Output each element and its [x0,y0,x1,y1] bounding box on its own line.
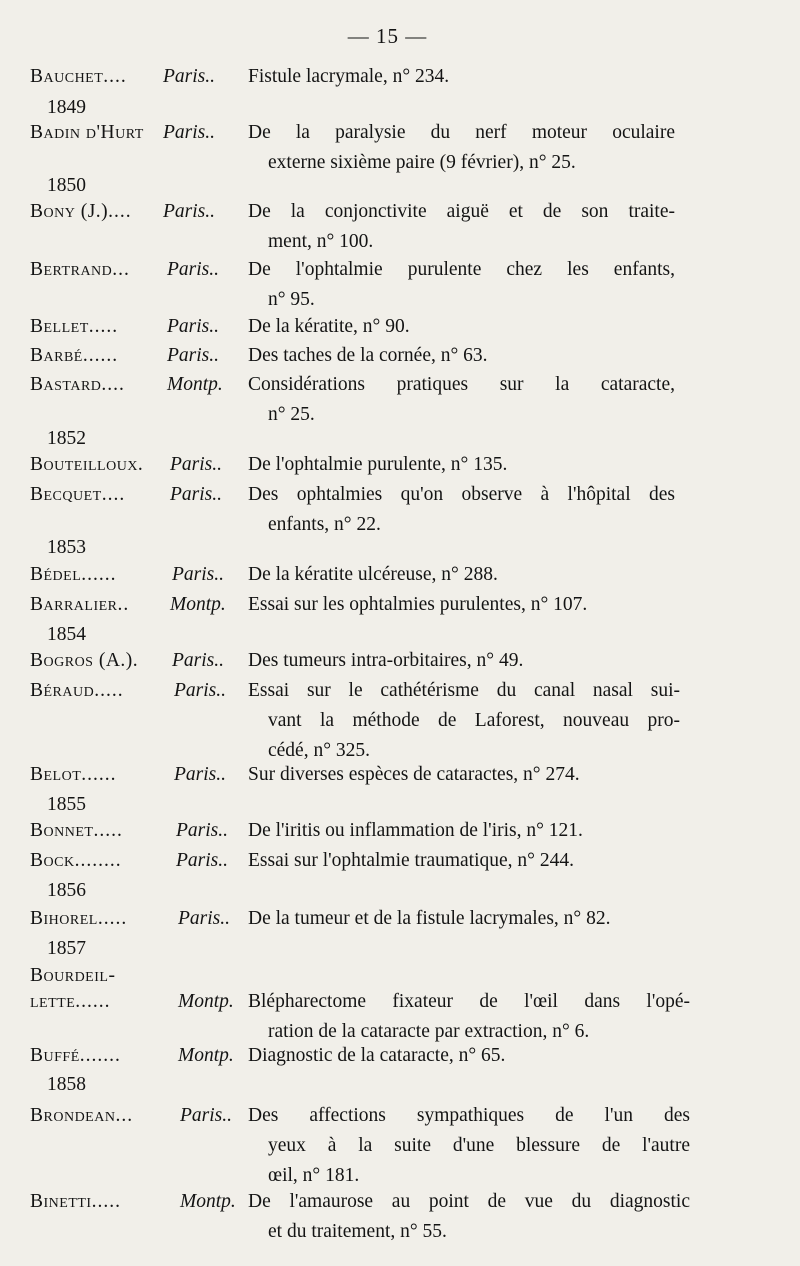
title-line: Sur diverses espèces de cataractes, n° 274. [248,764,580,785]
thesis-title [248,118,675,178]
leader-dots: ...... [75,991,111,1012]
leader-dots: .... [108,201,132,222]
author-name: Badin d'Hurt [30,122,144,143]
title-line: yeux à la suite d'une blessure de l'autre [268,1135,690,1156]
thesis-title [248,1101,690,1191]
faculty-city: Montp. [178,1045,234,1066]
title-line: Fistule lacrymale, n° 234. [248,66,450,87]
leader-dots: ....... [79,1045,121,1066]
faculty-city: Paris.. [163,201,216,222]
author-name: Bogros (A.). [30,650,139,671]
title-line: De la conjonctivite aiguë et de son traite- [248,201,675,222]
faculty-city: Paris.. [176,820,229,841]
thesis-title [248,987,690,1047]
title-line: De l'iritis ou inflammation de l'iris, n° 121. [248,820,583,841]
title-line: Considérations pratiques sur la cataracte, [248,374,675,395]
title-line: De la paralysie du nerf moteur oculaire [248,122,675,143]
year-heading: 1849 [47,97,86,118]
thesis-title [248,846,685,876]
title-line: cédé, n° 325. [268,740,371,761]
thesis-title [248,676,680,766]
leader-dots: .... [103,66,127,87]
author-cell [30,341,118,371]
title-line: De la kératite ulcéreuse, n° 288. [248,564,498,585]
author-cell [30,676,124,706]
author-name: Binetti [30,1191,92,1212]
author-cell [30,1187,121,1217]
leader-dots: ... [112,259,130,280]
author-cell [30,987,111,1017]
author-name: Buffé [30,1045,80,1066]
author-cell [30,646,138,676]
author-cell [30,590,129,620]
author-name: Béraud [30,680,95,701]
thesis-title [248,816,685,846]
author-name: Bock [30,850,75,871]
title-line: et du traitement, n° 55. [268,1221,447,1242]
year-heading: 1850 [47,175,86,196]
thesis-title [248,590,675,620]
leader-dots: ...... [82,345,119,366]
author-cell [30,1041,121,1071]
title-line: De la tumeur et de la fistule lacrymales, n° 82. [248,908,611,929]
author-name: Bony (J.) [30,201,109,222]
title-line: De l'amaurose au point de vue du diagnostic [248,1191,690,1212]
faculty-city: Montp. [178,991,234,1012]
author-name: Barralier [30,594,118,615]
author-name: Bonnet [30,820,94,841]
title-line: Essai sur le cathétérisme du canal nasal sui- [248,680,680,701]
faculty-city: Paris.. [167,345,220,366]
title-line: Des tumeurs intra-orbitaires, n° 49. [248,650,524,671]
author-name: lette [30,991,76,1012]
year-heading: 1858 [47,1074,86,1095]
leader-dots: ..... [91,1191,121,1212]
faculty-city: Paris.. [172,650,225,671]
thesis-title [248,341,675,371]
author-name: Brondean [30,1105,116,1126]
title-line: Essai sur les ophtalmies purulentes, n° 107. [248,594,588,615]
title-line: n° 25. [268,404,315,425]
title-line: ration de la cataracte par extraction, n° 6. [268,1021,590,1042]
thesis-title [248,62,710,92]
faculty-city: Paris.. [167,259,220,280]
author-cell [30,118,144,148]
faculty-city: Paris.. [174,680,227,701]
author-cell [30,450,143,480]
author-name: Bellet [30,316,89,337]
author-cell [30,197,132,227]
author-cell [30,370,125,400]
title-line: Des ophtalmies qu'on observe à l'hôpital des [248,484,675,505]
thesis-title [248,312,675,342]
title-line: enfants, n° 22. [268,514,381,535]
title-line: œil, n° 181. [268,1165,360,1186]
thesis-title [248,480,675,540]
leader-dots: ..... [94,680,124,701]
thesis-title [248,370,675,430]
faculty-city: Paris.. [172,564,225,585]
author-cell [30,1101,133,1131]
leader-dots: ........ [74,850,122,871]
author-name: Bihorel [30,908,98,929]
author-cell [30,846,122,876]
title-line: Essai sur l'ophtalmie traumatique, n° 244. [248,850,574,871]
leader-dots: ... [115,1105,134,1126]
faculty-city: Montp. [167,374,223,395]
leader-dots: ...... [81,764,117,785]
title-line: Des taches de la cornée, n° 63. [248,345,488,366]
thesis-title [248,450,675,480]
faculty-city: Paris.. [163,66,216,87]
title-line: De l'ophtalmie purulente chez les enfants, [248,259,675,280]
page-number: — 15 — [347,24,428,48]
author-name: Belot [30,764,82,785]
author-name: Bouteilloux. [30,454,144,475]
leader-dots: .... [101,374,125,395]
faculty-city: Paris.. [163,122,216,143]
title-line: De l'ophtalmie purulente, n° 135. [248,454,508,475]
leader-dots: .. [117,594,130,615]
title-line: vant la méthode de Laforest, nouveau pro- [268,710,680,731]
leader-dots: ..... [88,316,119,337]
thesis-title [248,197,675,257]
leader-dots: ..... [93,820,123,841]
year-heading: 1856 [47,880,86,901]
thesis-title [248,760,680,790]
faculty-city: Montp. [170,594,226,615]
faculty-city: Paris.. [170,454,223,475]
faculty-city: Paris.. [167,316,220,337]
author-cell [30,760,117,790]
faculty-city: Montp. [180,1191,236,1212]
author-cell [30,312,118,342]
author-name: Bertrand [30,259,113,280]
title-line: ment, n° 100. [268,231,374,252]
title-line: De la kératite, n° 90. [248,316,410,337]
leader-dots: ...... [81,564,117,585]
year-heading: 1852 [47,428,86,449]
faculty-city: Paris.. [180,1105,233,1126]
author-name: Bauchet [30,66,104,87]
leader-dots: .... [101,484,126,505]
author-name: Bastard [30,374,102,395]
thesis-title [248,1187,690,1247]
leader-dots: ..... [97,908,128,929]
faculty-city: Paris.. [178,908,231,929]
thesis-title [248,1041,690,1071]
author-cell [30,816,123,846]
thesis-title [248,646,675,676]
year-heading: 1853 [47,537,86,558]
thesis-title [248,904,690,934]
author-cell [30,62,127,92]
faculty-city: Paris.. [174,764,227,785]
title-line: Blépharectome fixateur de l'œil dans l'opé- [248,991,690,1012]
title-line: Diagnostic de la cataracte, n° 65. [248,1045,506,1066]
faculty-city: Paris.. [176,850,229,871]
author-name: Barbé [30,345,83,366]
author-cell [30,480,125,510]
year-heading: 1857 [47,938,86,959]
year-heading: 1854 [47,624,86,645]
year-heading: 1855 [47,794,86,815]
faculty-city: Paris.. [170,484,223,505]
author-cell [30,904,127,934]
thesis-title [248,560,675,590]
title-line: n° 95. [268,289,315,310]
author-name: Bédel [30,564,82,585]
author-cell [30,255,130,285]
author-name: Becquet [30,484,102,505]
author-cell [30,560,117,590]
author-name: Bourdeil- [30,965,116,986]
title-line: externe sixième paire (9 février), n° 25. [268,152,576,173]
title-line: Des affections sympathiques de l'un des [248,1105,690,1126]
thesis-title [248,255,675,315]
